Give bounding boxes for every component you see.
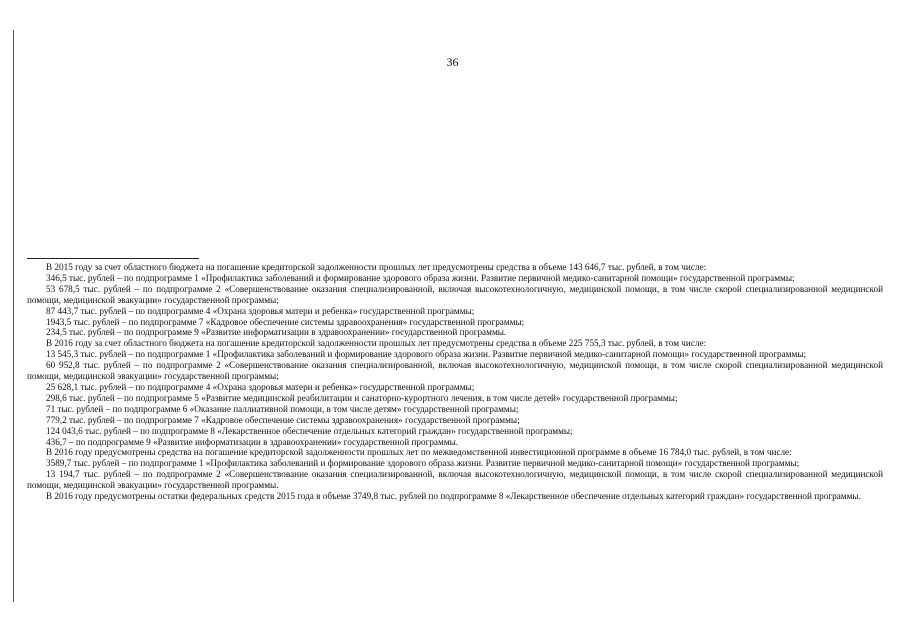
footnote-paragraph: 298,6 тыс. рублей – по подпрограмме 5 «Развитие медицинской реабилитации и санаторно-курортного лечения, в том числе детей» государственной программы; [46,392,678,403]
footnote-paragraph: 1943,5 тыс. рублей – по подпрограмме 7 «Кадровое обеспечение системы здравоохранения» государственной программы; [46,316,525,327]
footnote-paragraph: В 2016 году за счет областного бюджета на погашение кредиторской задолженности прошлых лет предусмотрены средства в объеме 225 755,3 тыс. рублей, в том числе: [46,338,707,349]
footnote-paragraph: В 2015 году за счет областного бюджета на погашение кредиторской задолженности прошлых лет предусмотрены средства в объеме 143 646,7 тыс. рублей, в том числе: [46,262,707,272]
footnote-paragraph: 53 678,5 тыс. рублей – по подпрограмме 2 «Совершенствование оказания специализированной, включая высокотехнологичную, медицинской помощи, в том числе скорой специализированной медицинской помощи, медицинской эвакуации» государственной программы; [27,283,883,305]
footnote-paragraph: 13 194,7 тыс. рублей – по подпрограмме 2 «Совершенствование оказания специализированной, включая высокотехнологичную, медицинской помощи, в том числе скорой специализированной медицинской помощи, медицинской эвакуации» государственной программы. [27,469,883,491]
footnote-paragraph: 124 043,6 тыс. рублей – по подпрограмме 8 «Лекарственное обеспечение отдельных категорий граждан» государственной программы; [46,425,573,436]
footnote-paragraph: В 2016 году предусмотрены средства на погашение кредиторской задолженности прошлых лет по межведомственной инвестиционной программе в объеме 16 784,0 тыс. рублей, в том числе: [46,447,792,458]
footnote-paragraph: 234,5 тыс. рублей – по подпрограмме 9 «Развитие информатизации в здравоохранении» государственной программы. [46,327,507,338]
footnote-paragraph: 779,2 тыс. рублей – по подпрограмме 7 «Кадровое обеспечение системы здравоохранения» государственной программы; [46,414,520,425]
footnote-paragraph: 346,5 тыс. рублей – по подпрограмме 1 «Профилактика заболеваний и формирование здорового образа жизни. Развитие первичной медико-санитарной помощи» государственной программы; [46,272,795,283]
footnote-paragraph: 25 628,1 тыс. рублей – по подпрограмме 4 «Охрана здоровья матери и ребенка» государственной программы; [46,381,475,392]
footnote-paragraph: 13 545,3 тыс. рублей – по подпрограмме 1 «Профилактика заболеваний и формирование здорового образа жизни. Развитие первичной медико-санитарной помощи» государственной программы; [46,349,807,360]
footnote-paragraph: 87 443,7 тыс. рублей – по подпрограмме 4 «Охрана здоровья матери и ребенка» государственной программы; [46,305,475,316]
footnote-paragraph: 3589,7 тыс. рублей – по подпрограмме 1 «Профилактика заболеваний и формирование здорового образа жизни. Развитие первичной медико-санитарной помощи» государственной программы; [46,458,800,469]
footnote-separator [27,258,199,259]
footnote-block [27,262,883,502]
footnote-paragraph: 60 952,8 тыс. рублей – по подпрограмме 2 «Совершенствование оказания специализированной, включая высокотехнологичную, медицинской помощи, в том числе скорой специализированной медицинской помощи, медицинской эвакуации» государственной программы; [27,360,883,382]
page-number: 36 [446,55,459,69]
footnote-paragraph: В 2016 году предусмотрены остатки федеральных средств 2015 года в объеме 3749,8 тыс. рублей по подпрограмме 8 «Лекарственное обеспечение отдельных категорий граждан» государственной программы. [46,491,861,502]
footnote-paragraph: 71 тыс. рублей – по подпрограмме 6 «Оказание паллиативной помощи, в том числе детям» государственной программы; [46,403,519,414]
left-margin-line [13,30,14,602]
footnote-paragraph: 436,7 – по подпрограмме 9 «Развитие информатизации в здравоохранении» государственной программы. [46,436,459,447]
